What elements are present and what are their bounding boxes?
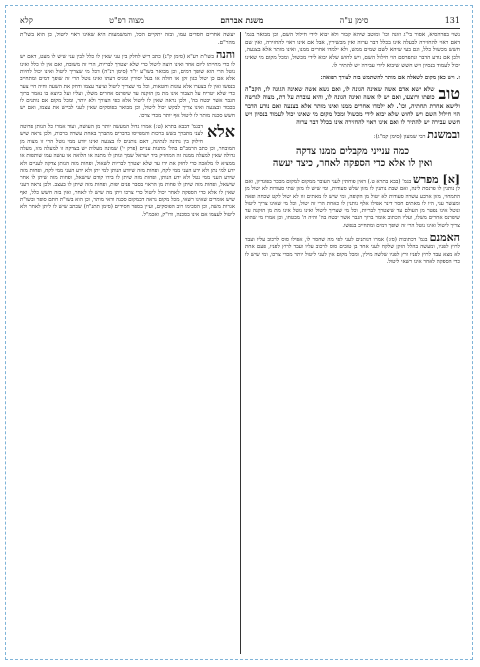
header-right-siman: סימן ע"ה xyxy=(339,15,369,25)
haamnam-lead-word: האמנם xyxy=(429,231,460,245)
mishnat-paragraph xyxy=(245,128,460,142)
mefaresh-paragraph xyxy=(245,172,460,230)
tov-lead-word: טוב xyxy=(438,84,460,104)
chapter-heading-line-2: ואין לו אלא כדי הספקה לאחר, כיצד יעשה xyxy=(272,157,433,169)
ela-paragraph xyxy=(20,124,235,219)
right-column xyxy=(245,32,460,654)
left-top-paragraph: יעשה אחרים חסדים עמו, ובזה יתקיים הכל, והמשמעות היא שאינו ראוי ליטול, כן הוא בשו"ת מהר"ם. xyxy=(20,32,235,46)
ela-lead-word: אלא xyxy=(206,122,235,142)
mishnat-lead-word: ובמשנת xyxy=(427,128,460,142)
header-page-number: קלא xyxy=(20,15,33,25)
header-title: משנת אברהם xyxy=(220,15,264,25)
header-mitzvah: מצוה רפ"ט xyxy=(109,15,144,25)
left-column xyxy=(20,32,235,654)
chapter-heading xyxy=(245,146,460,170)
vehinei-lead-word: והנה xyxy=(215,48,235,62)
section-heading: ז. ויש כאן מקום לשאלה אם מותר להשתמש בזה לצורך רפואה: xyxy=(320,74,460,81)
book-page xyxy=(20,14,460,654)
haamnam-text: בגמ' דכתובות (סז:) אמרו דנותנים לעני לפי מה שחסר לו, אפילו סוס לרכוב עליו ועבד לרוץ לפניו, ומעשה בהלל הזקן שלקח לעני אחד בן טובים סוס לרכוב עליו ועבד לרוץ לפניו, פעם אחת לא מצא עבד לרוץ לפניו ורץ לפניו שלשה מילין, ומכל מקום אין לעני ליטול יותר מכדי צרכו, ומי שיש לו כדי הספקה לאחר אינו רשאי ליטול. xyxy=(245,237,460,265)
text-columns xyxy=(20,32,460,654)
tov-paragraph xyxy=(245,86,460,127)
column-divider xyxy=(240,32,241,654)
header-right-page-number: 131 xyxy=(444,15,460,25)
ela-text: דבגמ' דבבא בתרא (ט:) אמרו גדול המעשה יותר מן העושה, ועוד אמרו כל הנותן פרוטה לעני מתברך בשש ברכות והמפייסו בדברים מתברך באחת עשרה ברכות, ולכן נראה שיש חילוק בין נתינה לנתינה, דאם נותנים לו בצנעה ואינו יודע ממי נוטל הרי זו מצוה מן המובחר, וכן כתב הרמב"ם בהל' מתנות עניים (פרק י') שמונה מעלות יש בצדקה זו למעלה מזו, מעלה גדולה שאין למעלה ממנה זה המחזיק ביד ישראל שמך ונותן לו מתנה או הלואה או עושה עמו שותפות או ממציא לו מלאכה כדי לחזק את ידו עד שלא יצטרך לבריות לשאול, ופחות מזה הנותן צדקה לעניים ולא ידע למי נתן ולא ידע העני ממי לקח, ופחות מזה שיודע הנותן למי יתן ולא ידע העני ממי לקח, ופחות מזה שידע העני ממי נטל ולא ידע הנותן, ופחות מזה שיתן לו בידו קודם שישאל, ופחות מזה שיתן לו אחר שישאל, ופחות מזה שיתן לו פחות מן הראוי בסבר פנים יפות, ופחות מזה שיתן לו בעצב. ולכן נראה דעני שאין לו אלא כדי הספקה לאחר יכול ליטול כדי צרכו ויתן מה שיש לו לאחר, ואין בזה חשש כלל, ואף שיש אומרים שאינו רשאי, מכל מקום נראה דבמקום סכנה ודאי מותר, וכן הוא בשו"ת חתם סופר ובשו"ת אגרות משה, וכן הסכימו רוב הפוסקים, ועיין בספר חסידים (סימן תתנ"ח) שכתב שיש לו ליתן לאחר ולא ליטול לעצמו אם אינו בסכנה, ודו"ק, ואכמ"ל. xyxy=(20,124,235,218)
chapter-heading-line-1: כמה ענייני מקבלים ממנו צדקה xyxy=(295,145,410,157)
mefaresh-lead-word: [א] מפרש xyxy=(412,172,460,186)
vehinei-paragraph xyxy=(20,48,235,120)
haamnam-paragraph xyxy=(245,231,460,266)
mefaresh-text: בגמ' (בבא בתרא ט.) דאין פוחתין לעני העובר ממקום למקום מככר בפונדיון, ואם לן נותנין לו פרנסת לינה, ואם שבת נותנין לו מזון שלש סעודות, ומי שיש לו מזון שתי סעודות לא יטול מן התמחוי, מזון ארבע עשרה סעודות לא יטול מן הקופה, ומי שיש לו מאתים זוז לא יטול לקט שכחה ופאה ומעשר עני, היו לו מאתים חסר דינר אפילו אלף נותנין לו כאחת הרי זה יטול, וכל מי שאינו צריך ליטול ונוטל אינו נפטר מן העולם עד שיצטרך לבריות, וכל מי שצריך ליטול ואינו נוטל אינו מת מן הזקנה עד שיפרנס אחרים משלו, ועליו הכתוב אומר ברוך הגבר אשר יבטח בה' והיה ה' מבטחו, וכן אמרו מי שהוא צריך ליטול ואינו נוטל הרי זה שופך דמים ומתחייב בנפשו. xyxy=(245,178,460,229)
bold-block-text: לא ילמדו אחרים ממנו ואינו מותר אלא בצנעה ואם נודע הדבר הוי חילול השם ויש לחוש שלא יבוא לידי מכשול ומכל מקום מי שאינו יכול לעמוד בנסיון ויש חשש עבירה יש להתיר לו ואם אינו ראוי להחזירה אינו בכלל דבר ערוה xyxy=(245,102,460,127)
right-intro-paragraph: נשוי בפרהסיא, אסור בי"ג וזונה וכו' ומוטב שיהא קבור ולא יבוא לידי חילול השם, וכן מבואר בגמ' דאם ראוי להחזירה לבעלה אינו בכלל דבר ערוה ואין מכשירין, אבל אם אינו ראוי להחזירה, ואין שם חשש מכשול כלל, וגם בעי שיהא לשם שמים ממש, ולא ילמדו אחרים ממנו, ואינו מותר אלא בצנעה, ולכן אם נודע הדבר ונתפרסם הוי חילול השם, ויש לחוש שלא יבוא לידי מכשול, ומכל מקום מי שאינו יכול לעמוד בנסיון ויש חשש שיבוא לידי עבירה יש להתיר לו. xyxy=(245,32,460,69)
tov-text: שלא ישא אדם אשה שאינה הגונה לו, ואם נשא אשה שאינה הגונה לו, הקב"ה כופתו ורוצעו, ואם יש לו אשה ואינה הגונה לו, והיא עוברת על דת, מצוה לגרשה ולישא אחרת תחתיה, וכו'. xyxy=(245,86,460,110)
vehinei-text: בשו"ת רע"א (סימן ק"נ) כתב דיש לחלק בין עני שאין לו כלל לבין עני שיש לו מעט, דאם יש לו כדי מחייתו ליום אחד ואינו רוצה ליטול כדי שלא יצטרך לבריות, הרי זה משובח, ואם אין לו כלל ואינו נוטל הרי הוא שופך דמים, וכן מבואר בשו"ע יו"ד (סימן רנ"ה) דכל מי שצריך ליטול ואינו יכול לחיות אלא אם כן יטול כגון זקן או חולה או בעל יסורין ומגיס דעתו ואינו נוטל הרי זה שופך דמים ומתחייב בנפשו ואין לו בצערו אלא עונות וחטאות, וכל מי שצריך ליטול וציער עצמו ודחק את השעה וחיה חיי צער כדי שלא יטריח על הצבור אינו מת מן הזקנה עד שיפרנס אחרים משלו, ועליו ועל כיוצא בו נאמר ברוך הגבר אשר יבטח בה', ולכן נראה שאין לו ליטול אלא כפי הצורך ולא יותר, ומכל מקום אם נותנים לו בכבוד ובצנעה ואינו צריך לבקש יכול ליטול, וכן מבואר בפוסקים שאין לעני לבייש את עצמו, ואם יש חשש סכנה מותר לו ליטול אף יותר מכדי צרכו. xyxy=(20,54,235,119)
page-header xyxy=(20,14,460,29)
mishnat-text: רבי שמעון (סימן קמ"ג): xyxy=(373,134,426,141)
